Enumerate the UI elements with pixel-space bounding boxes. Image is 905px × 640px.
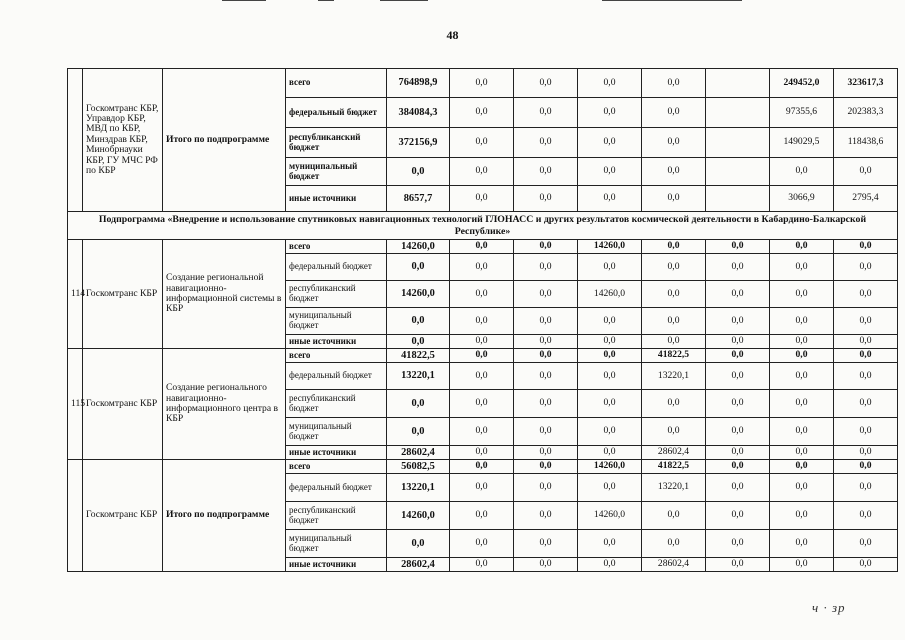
value-cell: 0,0 <box>514 390 578 418</box>
value-cell: 0,0 <box>450 460 514 474</box>
value-cell: 0,0 <box>642 69 706 98</box>
total-cell: 0,0 <box>387 390 450 418</box>
value-cell: 0,0 <box>706 281 770 308</box>
value-cell: 13220,1 <box>642 474 706 502</box>
value-cell: 0,0 <box>706 308 770 335</box>
value-cell: 0,0 <box>578 69 642 98</box>
value-cell: 0,0 <box>706 530 770 558</box>
value-cell: 0,0 <box>450 335 514 349</box>
total-cell: 384084,3 <box>387 98 450 128</box>
value-cell: 0,0 <box>578 158 642 186</box>
value-cell: 0,0 <box>578 98 642 128</box>
total-cell: 0,0 <box>387 254 450 281</box>
value-cell: 0,0 <box>770 349 834 363</box>
value-cell: 202383,3 <box>834 98 898 128</box>
total-cell: 372156,9 <box>387 128 450 158</box>
value-cell: 0,0 <box>706 460 770 474</box>
total-cell: 28602,4 <box>387 446 450 460</box>
row-number <box>68 69 83 212</box>
value-cell: 0,0 <box>642 240 706 254</box>
value-cell: 0,0 <box>514 502 578 530</box>
funding-source-cell: всего <box>286 349 387 363</box>
funding-source-cell: республиканский бюджет <box>286 502 387 530</box>
value-cell: 0,0 <box>834 418 898 446</box>
value-cell: 0,0 <box>770 240 834 254</box>
value-cell: 0,0 <box>834 474 898 502</box>
value-cell: 0,0 <box>514 240 578 254</box>
funding-source-cell: федеральный бюджет <box>286 363 387 390</box>
subprogram-title: Подпрограмма «Внедрение и использование спутниковых навигационных технологий ГЛОНАСС и других результатов космической деятельности в Кабардино-Балкарской Республике» <box>68 212 898 240</box>
value-cell: 0,0 <box>450 474 514 502</box>
total-cell: 0,0 <box>387 418 450 446</box>
value-cell: 14260,0 <box>578 460 642 474</box>
value-cell: 0,0 <box>450 186 514 212</box>
funding-source-cell: муниципальный бюджет <box>286 530 387 558</box>
total-cell: 8657,7 <box>387 186 450 212</box>
value-cell: 0,0 <box>834 446 898 460</box>
value-cell: 0,0 <box>834 530 898 558</box>
scan-line <box>602 0 742 1</box>
value-cell: 0,0 <box>578 390 642 418</box>
value-cell: 0,0 <box>706 254 770 281</box>
table-row <box>68 349 898 363</box>
value-cell: 0,0 <box>834 349 898 363</box>
value-cell: 0,0 <box>450 390 514 418</box>
value-cell: 0,0 <box>770 460 834 474</box>
value-cell: 0,0 <box>642 281 706 308</box>
value-cell: 0,0 <box>706 418 770 446</box>
funding-source-cell: всего <box>286 240 387 254</box>
value-cell: 0,0 <box>578 335 642 349</box>
value-cell: 0,0 <box>706 502 770 530</box>
section-header-row <box>68 212 898 240</box>
funding-source-cell: иные источники <box>286 186 387 212</box>
total-cell: 28602,4 <box>387 558 450 572</box>
value-cell: 0,0 <box>706 349 770 363</box>
funding-source-cell: всего <box>286 460 387 474</box>
value-cell: 0,0 <box>578 349 642 363</box>
value-cell: 0,0 <box>514 530 578 558</box>
value-cell: 0,0 <box>770 335 834 349</box>
value-cell: 0,0 <box>706 474 770 502</box>
value-cell: 0,0 <box>450 158 514 186</box>
value-cell: 0,0 <box>706 558 770 572</box>
value-cell: 0,0 <box>834 363 898 390</box>
value-cell: 249452,0 <box>770 69 834 98</box>
funding-source-cell: иные источники <box>286 558 387 572</box>
executor-cell: Госкомтранс КБР <box>83 349 163 460</box>
funding-source-cell: иные источники <box>286 335 387 349</box>
value-cell: 0,0 <box>450 502 514 530</box>
value-cell: 0,0 <box>450 558 514 572</box>
value-cell: 14260,0 <box>578 240 642 254</box>
value-cell: 0,0 <box>834 390 898 418</box>
value-cell: 2795,4 <box>834 186 898 212</box>
total-cell: 56082,5 <box>387 460 450 474</box>
value-cell: 0,0 <box>770 158 834 186</box>
measure-name-cell: Создание региональной навигационно-информационной системы в КБР <box>163 240 286 349</box>
value-cell: 0,0 <box>770 308 834 335</box>
value-cell: 0,0 <box>642 335 706 349</box>
funding-source-cell: республиканский бюджет <box>286 128 387 158</box>
funding-source-cell: иные источники <box>286 446 387 460</box>
value-cell: 14260,0 <box>578 502 642 530</box>
total-cell: 0,0 <box>387 308 450 335</box>
value-cell: 14260,0 <box>578 281 642 308</box>
value-cell: 0,0 <box>514 418 578 446</box>
value-cell: 0,0 <box>770 530 834 558</box>
value-cell: 0,0 <box>834 240 898 254</box>
value-cell: 0,0 <box>578 418 642 446</box>
funding-source-cell: муниципальный бюджет <box>286 418 387 446</box>
total-cell: 13220,1 <box>387 474 450 502</box>
value-cell: 0,0 <box>770 363 834 390</box>
total-cell: 14260,0 <box>387 502 450 530</box>
value-cell: 0,0 <box>514 363 578 390</box>
value-cell: 97355,6 <box>770 98 834 128</box>
value-cell: 0,0 <box>450 363 514 390</box>
value-cell: 0,0 <box>834 460 898 474</box>
value-cell: 0,0 <box>578 530 642 558</box>
empty-cell <box>706 128 770 158</box>
value-cell: 28602,4 <box>642 558 706 572</box>
value-cell: 0,0 <box>770 281 834 308</box>
total-cell: 14260,0 <box>387 240 450 254</box>
value-cell: 0,0 <box>706 363 770 390</box>
value-cell: 0,0 <box>770 390 834 418</box>
row-number: 115 <box>68 349 83 460</box>
row-number: 114 <box>68 240 83 349</box>
empty-cell <box>706 186 770 212</box>
handwritten-mark: ч · зр <box>812 600 846 615</box>
measure-name-cell: Итого по подпрограмме <box>163 460 286 572</box>
value-cell: 0,0 <box>514 558 578 572</box>
value-cell: 0,0 <box>450 98 514 128</box>
value-cell: 0,0 <box>834 558 898 572</box>
value-cell: 3066,9 <box>770 186 834 212</box>
scan-line <box>222 0 266 1</box>
value-cell: 0,0 <box>514 460 578 474</box>
value-cell: 0,0 <box>578 186 642 212</box>
value-cell: 0,0 <box>578 363 642 390</box>
value-cell: 0,0 <box>514 349 578 363</box>
funding-source-cell: федеральный бюджет <box>286 254 387 281</box>
value-cell: 41822,5 <box>642 460 706 474</box>
executor-cell: Госкомтранс КБР <box>83 460 163 572</box>
value-cell: 0,0 <box>642 254 706 281</box>
value-cell: 0,0 <box>642 530 706 558</box>
value-cell: 0,0 <box>642 308 706 335</box>
measure-name-cell: Создание регионального навигационно-информационного центра в КБР <box>163 349 286 460</box>
table-row <box>68 69 898 98</box>
value-cell: 0,0 <box>514 308 578 335</box>
value-cell: 0,0 <box>514 446 578 460</box>
executor-cell: Госкомтранс КБР, Управдор КБР, МВД по КБР, Минздрав КБР, Минобрнауки КБР, ГУ МЧС РФ по КБР <box>83 69 163 212</box>
value-cell: 0,0 <box>450 530 514 558</box>
funding-source-cell: республиканский бюджет <box>286 281 387 308</box>
value-cell: 0,0 <box>514 158 578 186</box>
value-cell: 0,0 <box>450 349 514 363</box>
value-cell: 0,0 <box>706 446 770 460</box>
value-cell: 28602,4 <box>642 446 706 460</box>
value-cell: 0,0 <box>514 281 578 308</box>
value-cell: 0,0 <box>578 128 642 158</box>
value-cell: 0,0 <box>514 98 578 128</box>
value-cell: 0,0 <box>514 474 578 502</box>
value-cell: 323617,3 <box>834 69 898 98</box>
total-cell: 41822,5 <box>387 349 450 363</box>
total-cell: 14260,0 <box>387 281 450 308</box>
value-cell: 0,0 <box>834 158 898 186</box>
value-cell: 0,0 <box>450 128 514 158</box>
value-cell: 0,0 <box>450 446 514 460</box>
value-cell: 0,0 <box>834 254 898 281</box>
funding-source-cell: муниципальный бюджет <box>286 308 387 335</box>
value-cell: 0,0 <box>706 335 770 349</box>
value-cell: 0,0 <box>450 69 514 98</box>
funding-source-cell: федеральный бюджет <box>286 474 387 502</box>
value-cell: 0,0 <box>450 418 514 446</box>
value-cell: 0,0 <box>642 418 706 446</box>
value-cell: 0,0 <box>450 240 514 254</box>
value-cell: 0,0 <box>834 281 898 308</box>
value-cell: 0,0 <box>834 308 898 335</box>
total-cell: 13220,1 <box>387 363 450 390</box>
value-cell: 0,0 <box>770 418 834 446</box>
value-cell: 0,0 <box>642 158 706 186</box>
value-cell: 0,0 <box>642 98 706 128</box>
value-cell: 0,0 <box>578 474 642 502</box>
measure-name-cell: Итого по подпрограмме <box>163 69 286 212</box>
value-cell: 118438,6 <box>834 128 898 158</box>
scan-line <box>380 0 428 1</box>
total-cell: 0,0 <box>387 530 450 558</box>
value-cell: 0,0 <box>706 240 770 254</box>
row-number <box>68 460 83 572</box>
table-row <box>68 460 898 474</box>
value-cell: 0,0 <box>834 335 898 349</box>
page-number: 48 <box>446 28 459 42</box>
funding-source-cell: муниципальный бюджет <box>286 158 387 186</box>
funding-source-cell: всего <box>286 69 387 98</box>
total-cell: 764898,9 <box>387 69 450 98</box>
empty-cell <box>706 69 770 98</box>
value-cell: 0,0 <box>578 308 642 335</box>
scan-line <box>318 0 334 1</box>
value-cell: 0,0 <box>770 558 834 572</box>
value-cell: 0,0 <box>642 390 706 418</box>
value-cell: 0,0 <box>706 390 770 418</box>
value-cell: 0,0 <box>514 186 578 212</box>
executor-cell: Госкомтранс КБР <box>83 240 163 349</box>
value-cell: 0,0 <box>642 128 706 158</box>
budget-table <box>67 68 898 572</box>
empty-cell <box>706 158 770 186</box>
value-cell: 149029,5 <box>770 128 834 158</box>
value-cell: 13220,1 <box>642 363 706 390</box>
value-cell: 0,0 <box>450 308 514 335</box>
value-cell: 0,0 <box>578 558 642 572</box>
total-cell: 0,0 <box>387 158 450 186</box>
value-cell: 0,0 <box>514 335 578 349</box>
empty-cell <box>706 98 770 128</box>
value-cell: 0,0 <box>642 502 706 530</box>
value-cell: 0,0 <box>450 281 514 308</box>
funding-source-cell: республиканский бюджет <box>286 390 387 418</box>
value-cell: 41822,5 <box>642 349 706 363</box>
value-cell: 0,0 <box>642 186 706 212</box>
value-cell: 0,0 <box>770 446 834 460</box>
funding-source-cell: федеральный бюджет <box>286 98 387 128</box>
value-cell: 0,0 <box>514 69 578 98</box>
value-cell: 0,0 <box>770 502 834 530</box>
value-cell: 0,0 <box>770 254 834 281</box>
value-cell: 0,0 <box>578 254 642 281</box>
total-cell: 0,0 <box>387 335 450 349</box>
value-cell: 0,0 <box>514 254 578 281</box>
value-cell: 0,0 <box>514 128 578 158</box>
value-cell: 0,0 <box>770 474 834 502</box>
value-cell: 0,0 <box>578 446 642 460</box>
table-row <box>68 240 898 254</box>
value-cell: 0,0 <box>834 502 898 530</box>
value-cell: 0,0 <box>450 254 514 281</box>
